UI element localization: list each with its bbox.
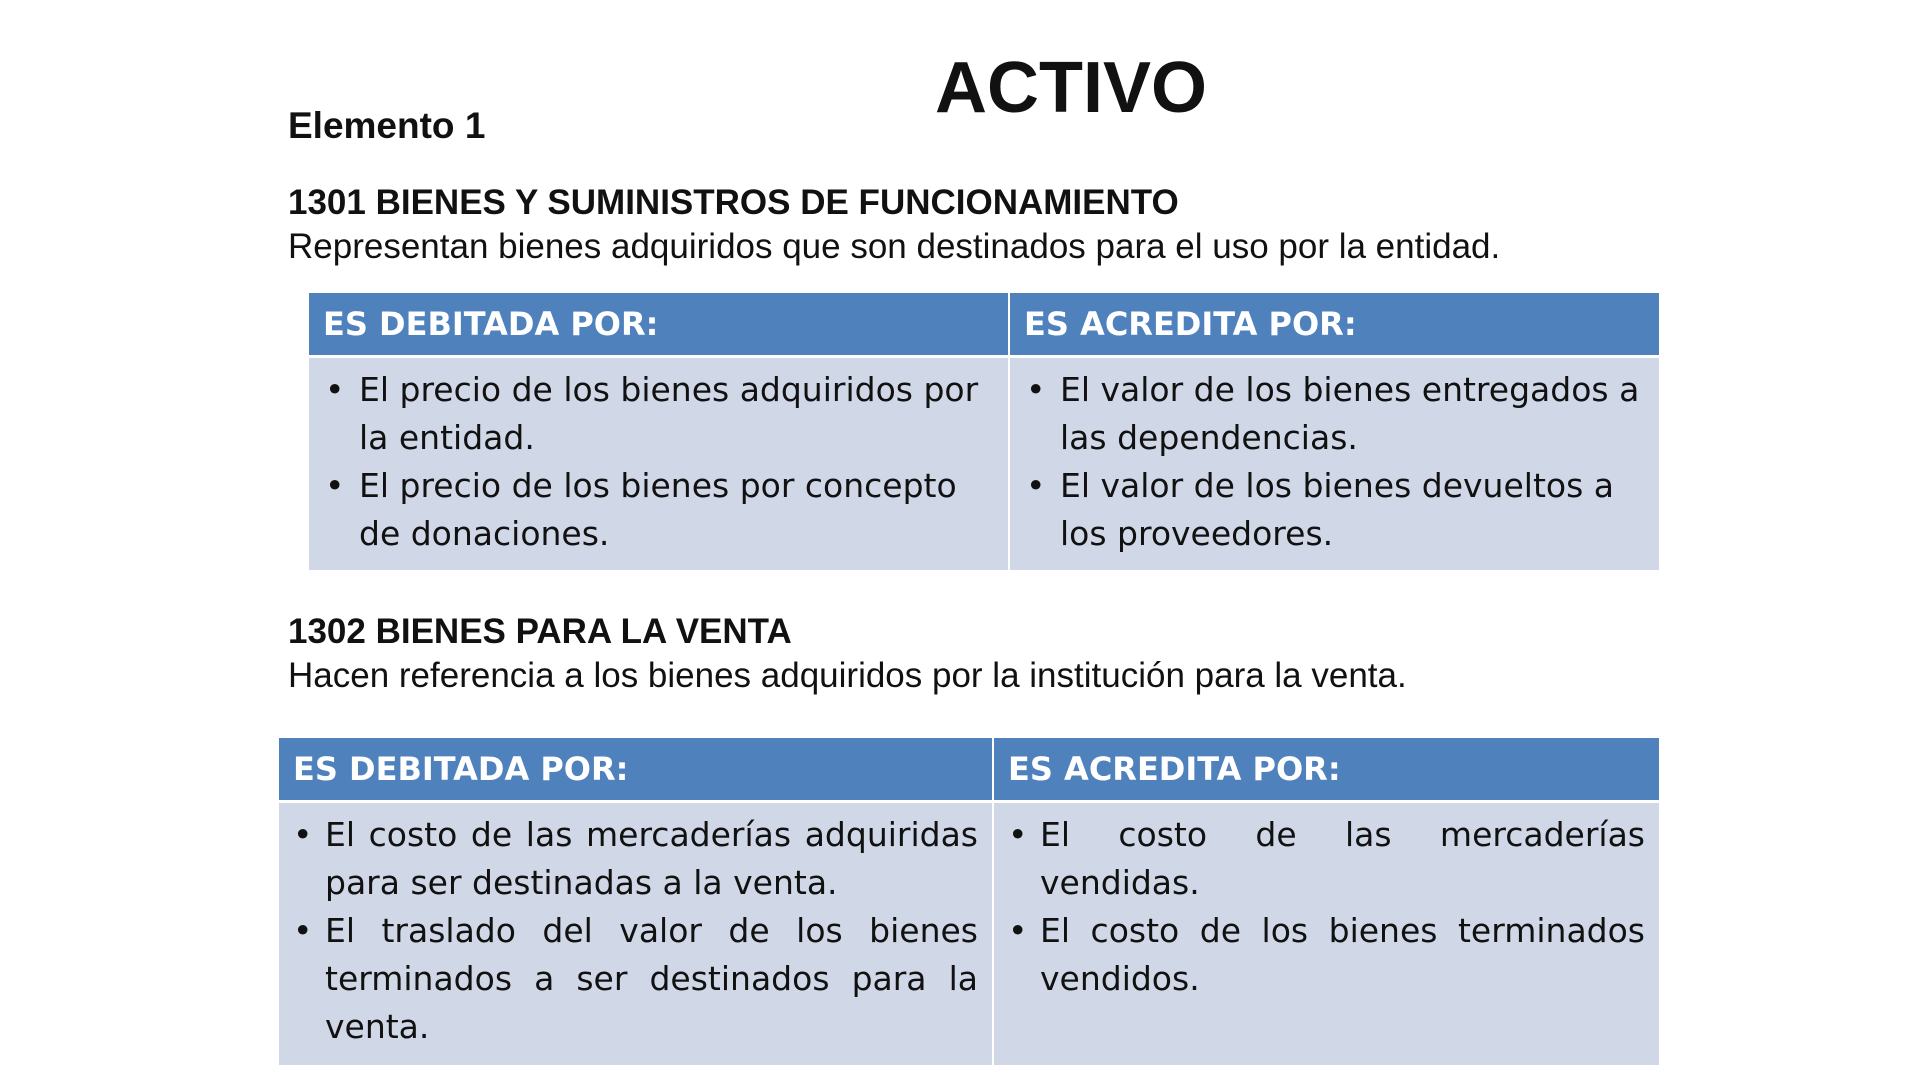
account-description: Hacen referencia a los bienes adquiridos por la institución para la venta. xyxy=(288,656,1407,695)
table-row xyxy=(309,357,1659,571)
debit-credit-table-1301 xyxy=(309,293,1659,570)
bullet-icon: • xyxy=(325,466,345,505)
account-section-1302 xyxy=(288,610,1407,698)
account-heading: 1301 BIENES Y SUMINISTROS DE FUNCIONAMIENTO xyxy=(288,183,1179,222)
list-item-text: El costo de las mercaderías vendidas. xyxy=(1040,815,1645,902)
list-item xyxy=(1024,366,1645,462)
debit-credit-table-1302 xyxy=(279,738,1659,1065)
list-item xyxy=(1008,811,1645,907)
list-item-text: El costo de los bienes terminados vendidos. xyxy=(1040,911,1645,998)
list-item-text: El valor de los bienes devueltos a los proveedores. xyxy=(1060,466,1614,553)
bullet-icon: • xyxy=(1008,911,1028,950)
credit-header: ES ACREDITA POR: xyxy=(1009,293,1659,357)
list-item xyxy=(1024,462,1645,558)
debit-header: ES DEBITADA POR: xyxy=(279,738,993,802)
list-item xyxy=(1008,907,1645,1003)
credit-list xyxy=(1024,366,1645,558)
debit-cell xyxy=(309,357,1009,571)
bullet-icon: • xyxy=(1026,370,1046,409)
table-row xyxy=(279,802,1659,1066)
table-header-row xyxy=(279,738,1659,802)
bullet-icon: • xyxy=(1008,815,1028,854)
credit-list xyxy=(1008,811,1645,1003)
credit-cell xyxy=(1009,357,1659,571)
credit-cell xyxy=(993,802,1659,1066)
element-label: Elemento 1 xyxy=(288,105,486,146)
list-item-text: El costo de las mercaderías adquiridas para ser destinadas a la venta. xyxy=(325,815,978,902)
list-item xyxy=(323,366,994,462)
account-section-1301 xyxy=(288,181,1500,269)
bullet-icon: • xyxy=(1026,466,1046,505)
debit-list xyxy=(293,811,978,1051)
list-item xyxy=(323,462,994,558)
debit-cell xyxy=(279,802,993,1066)
debit-header: ES DEBITADA POR: xyxy=(309,293,1009,357)
bullet-icon: • xyxy=(325,370,345,409)
account-heading: 1302 BIENES PARA LA VENTA xyxy=(288,612,792,651)
bullet-icon: • xyxy=(293,815,313,854)
table-header-row xyxy=(309,293,1659,357)
list-item-text: El precio de los bienes por concepto de donaciones. xyxy=(359,466,957,553)
account-description: Representan bienes adquiridos que son destinados para el uso por la entidad. xyxy=(288,227,1501,266)
debit-list xyxy=(323,366,994,558)
credit-header: ES ACREDITA POR: xyxy=(993,738,1659,802)
list-item-text: El valor de los bienes entregados a las dependencias. xyxy=(1060,370,1640,457)
slide-title: ACTIVO xyxy=(935,48,1208,128)
list-item xyxy=(293,907,978,1051)
list-item-text: El precio de los bienes adquiridos por la entidad. xyxy=(359,370,979,457)
list-item-text: El traslado del valor de los bienes terminados a ser destinados para la venta. xyxy=(325,911,978,1046)
bullet-icon: • xyxy=(293,911,313,950)
list-item xyxy=(293,811,978,907)
